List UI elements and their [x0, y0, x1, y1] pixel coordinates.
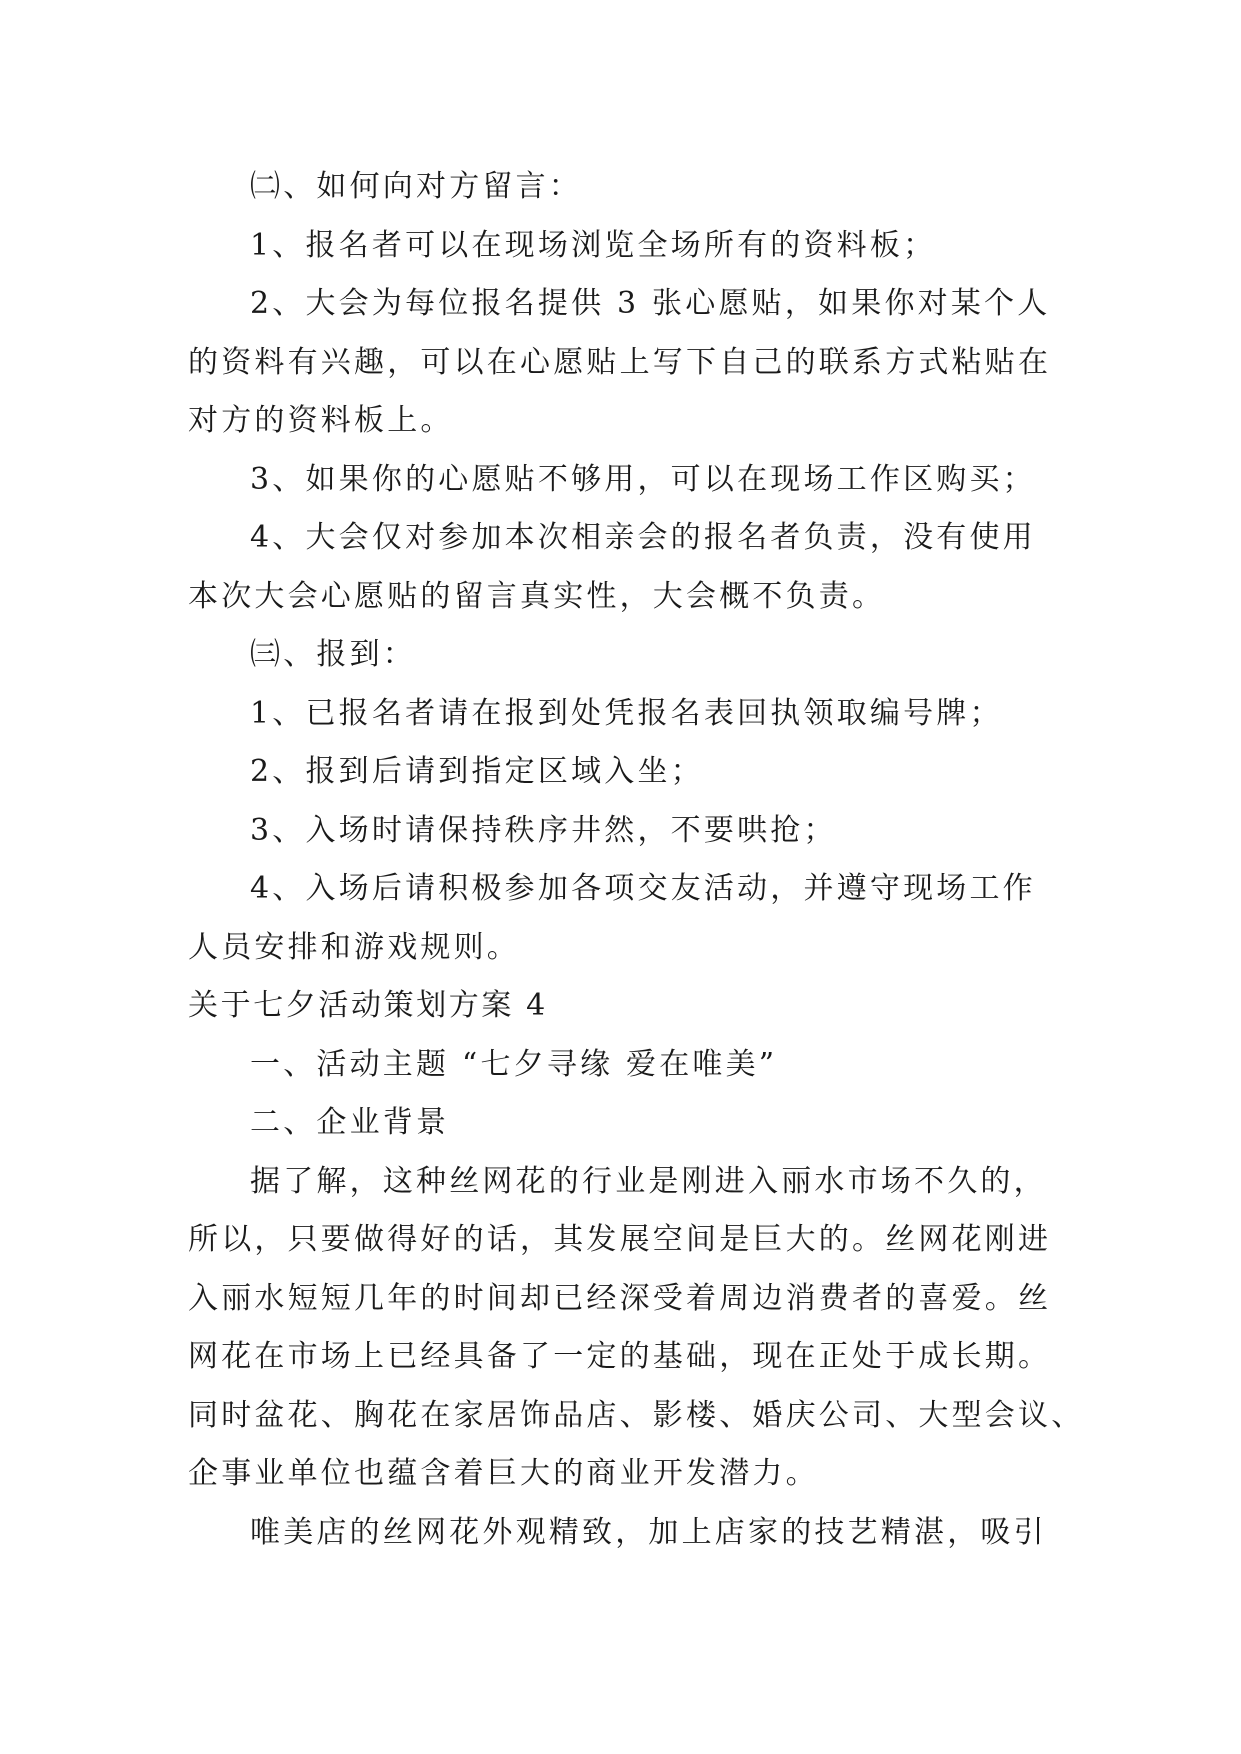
paragraph-line: 2、大会为每位报名提供 3 张心愿贴，如果你对某个人: [250, 286, 1051, 321]
paragraph-line: 唯美店的丝网花外观精致，加上店家的技艺精湛，吸引: [250, 1514, 1047, 1550]
paragraph-line: 网花在市场上已经具备了一定的基础，现在正处于成长期。: [188, 1339, 1052, 1374]
paragraph-item: [188, 685, 1058, 744]
document-section-title: [188, 977, 1058, 1036]
paragraph-line: 3、入场时请保持秩序井然，不要哄抢；: [250, 812, 837, 848]
paragraph-line: 二、企业背景: [250, 1105, 450, 1140]
paragraph-line: 所以，只要做得好的话，其发展空间是巨大的。丝网花刚进: [188, 1222, 1052, 1257]
paragraph-line: ㈡、如何向对方留言：: [250, 169, 582, 204]
paragraph-line: 一、活动主题 “七夕寻缘 爱在唯美”: [250, 1046, 778, 1082]
paragraph-line: 2、报到后请到指定区域入坐；: [250, 754, 704, 789]
section-3-heading: [188, 626, 1058, 685]
paragraph-item: [188, 1094, 1058, 1153]
paragraph-line: 入丽水短短几年的时间却已经深受着周边消费者的喜爱。丝: [188, 1280, 1052, 1316]
paragraph-line: ㈢、报到：: [250, 637, 416, 672]
paragraph-item: [188, 802, 1058, 861]
paragraph-item: [188, 217, 1058, 276]
paragraph-line: 本次大会心愿贴的留言真实性，大会概不负责。: [188, 578, 886, 614]
paragraph-line: 据了解，这种丝网花的行业是刚进入丽水市场不久的，: [250, 1163, 1047, 1199]
paragraph-item: [188, 1036, 1058, 1095]
section-title: 关于七夕活动策划方案 4: [188, 988, 548, 1023]
paragraph-item: [188, 860, 1058, 977]
document-page: [188, 158, 1085, 1562]
paragraph-item: [188, 743, 1058, 802]
paragraph-line: 4、入场后请积极参加各项交友活动，并遵守现场工作: [250, 871, 1036, 906]
paragraph-item: [188, 1504, 1058, 1563]
paragraph-line: 3、如果你的心愿贴不够用，可以在现场工作区购买；: [250, 461, 1036, 497]
paragraph-item: [188, 451, 1058, 510]
paragraph-line: 人员安排和游戏规则。: [188, 929, 520, 965]
paragraph-line: 的资料有兴趣，可以在心愿贴上写下自己的联系方式粘贴在: [188, 344, 1052, 380]
paragraph-item: [188, 1153, 1085, 1504]
paragraph-item: [188, 275, 1058, 451]
paragraph-line: 4、大会仅对参加本次相亲会的报名者负责，没有使用: [250, 520, 1036, 555]
paragraph-line: 企事业单位也蕴含着巨大的商业开发潜力。: [188, 1456, 819, 1491]
paragraph-line: 同时盆花、胸花在家居饰品店、影楼、婚庆公司、大型会议、: [188, 1397, 1085, 1433]
paragraph-line: 1、已报名者请在报到处凭报名表回执领取编号牌；: [250, 695, 1003, 731]
section-2-heading: [188, 158, 1058, 217]
paragraph-line: 对方的资料板上。: [188, 403, 454, 438]
paragraph-item: [188, 509, 1058, 626]
paragraph-line: 1、报名者可以在现场浏览全场所有的资料板；: [250, 227, 937, 263]
